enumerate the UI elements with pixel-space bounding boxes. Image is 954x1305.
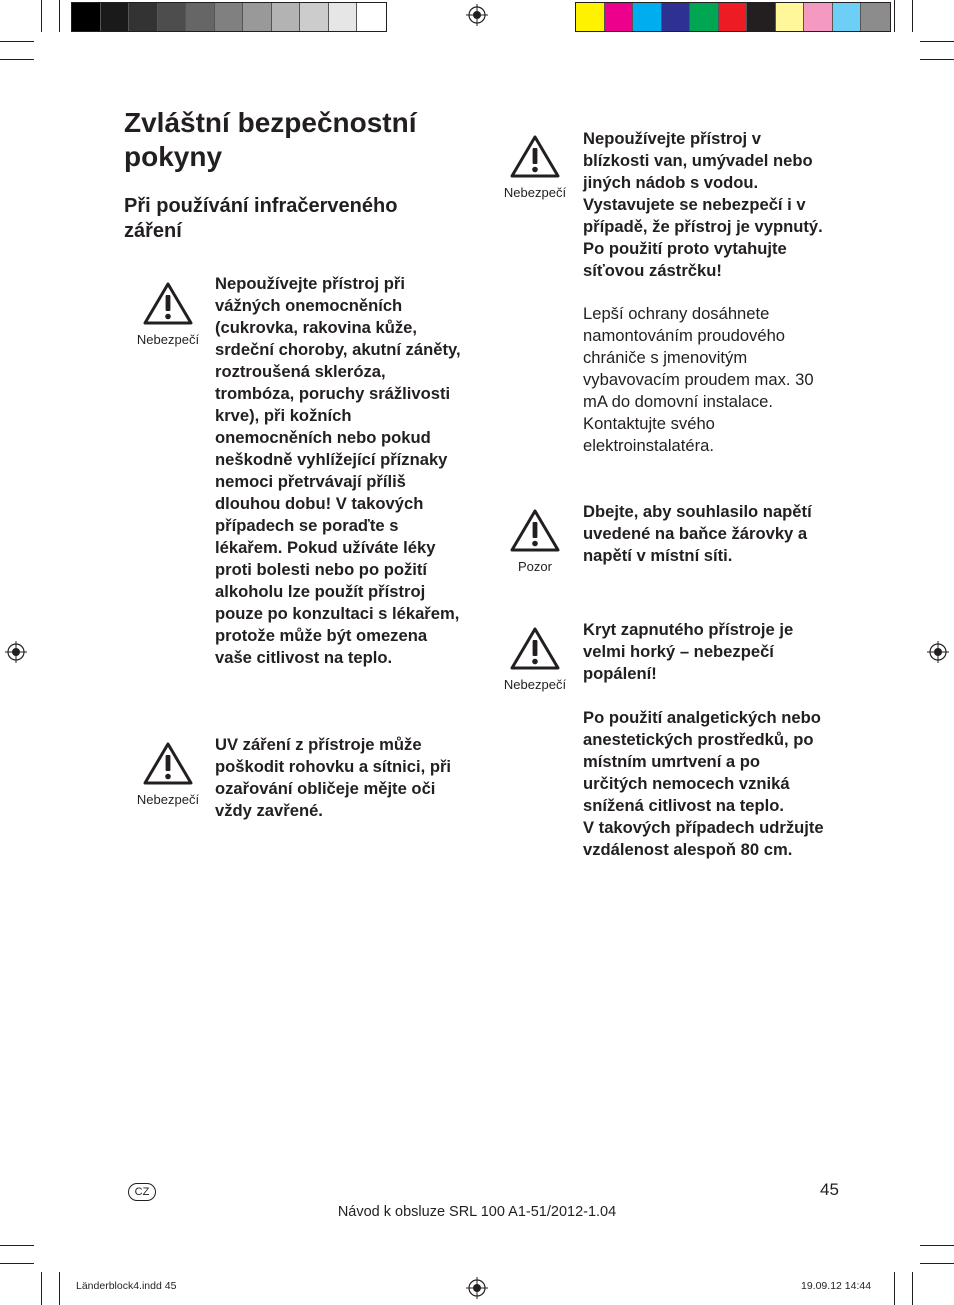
language-badge: CZ <box>128 1183 156 1201</box>
color-swatch <box>690 3 719 31</box>
color-swatch <box>158 3 187 31</box>
warning-label: Pozor <box>518 559 552 574</box>
crop-mark <box>920 1263 954 1264</box>
crop-mark <box>894 1272 895 1305</box>
color-swatch <box>776 3 805 31</box>
gray-color-bar <box>71 2 387 32</box>
spacer <box>583 685 828 707</box>
color-swatch <box>662 3 691 31</box>
warning-text <box>583 619 828 861</box>
warning-label: Nebezpečí <box>136 332 200 347</box>
color-swatch <box>747 3 776 31</box>
warning-block <box>495 507 575 574</box>
crop-mark <box>41 0 42 32</box>
crop-mark <box>920 59 954 60</box>
crop-mark <box>912 1272 913 1305</box>
slug-date-info: 19.09.12 14:44 <box>801 1280 872 1292</box>
crop-mark <box>0 1263 34 1264</box>
warning-label: Nebezpečí <box>503 185 567 200</box>
info-note: Lepší ochrany dosáhnete namontováním proudového chrániče s jmenovitým vybavovacím proudem max. 30 mA do domovní instalace. Kontaktujte svého elektroinstalatéra. <box>583 304 814 455</box>
page-number: 45 <box>820 1180 839 1199</box>
crop-mark <box>41 1272 42 1305</box>
crop-mark <box>912 0 913 32</box>
color-swatch <box>272 3 301 31</box>
warning-triangle-icon <box>509 133 561 179</box>
document-reference: Návod k obsluze SRL 100 A1-51/2012-1.04 <box>337 1204 617 1220</box>
warning-block <box>495 133 575 200</box>
warning-text: Nepoužívejte přístroj v blízkosti van, umývadel nebo jiných nádob s vodou. Vystavujete se nebezpečí i v případě, že přístroj je vypnutý. Po použití proto vytahujte síťovou zástrčku! <box>583 129 823 280</box>
color-swatch <box>300 3 329 31</box>
crop-mark <box>0 59 34 60</box>
registration-mark-icon <box>927 641 949 663</box>
color-swatch <box>243 3 272 31</box>
crop-mark <box>0 1245 34 1246</box>
color-swatch <box>861 3 890 31</box>
registration-mark-icon <box>5 641 27 663</box>
warning-block <box>128 280 208 347</box>
color-swatch <box>101 3 130 31</box>
color-swatch <box>605 3 634 31</box>
color-swatch <box>329 3 358 31</box>
color-swatch <box>186 3 215 31</box>
crop-mark <box>0 41 34 42</box>
color-swatch <box>833 3 862 31</box>
warning-triangle-icon <box>142 740 194 786</box>
warning-text-part: V takových případech udržujte vzdálenost alespoň 80 cm. <box>583 818 824 859</box>
color-swatch <box>719 3 748 31</box>
warning-label: Nebezpečí <box>503 677 567 692</box>
warning-text: Dbejte, aby souhlasilo napětí uvedené na baňce žárovky a napětí v místní síti. <box>583 502 812 565</box>
warning-text: Nepoužívejte přístroj při vážných onemocněních (cukrovka, rakovina kůže, srdeční choroby, akutní záněty, roztroušená skleróza, trombóza, poruchy srážlivosti krve), při kožních onemocněních nebo pokud neškodně vyhlížející příznaky nemoci přetrvávají příliš dlouhou dobu! V takových případech se poraďte s lékařem. Pokud užíváte léky proti bolesti nebo po požití alkoholu lze použít přístroj pouze po konzultaci s lékařem, protože může být omezena vaše citlivost na teplo. <box>215 274 461 667</box>
color-swatch <box>72 3 101 31</box>
warning-text: UV záření z přístroje může poškodit rohovku a sítnici, při ozařování obličeje mějte oči vždy zavřené. <box>215 735 452 820</box>
crop-mark <box>59 1272 60 1305</box>
color-swatch <box>633 3 662 31</box>
color-swatch <box>804 3 833 31</box>
crop-mark <box>59 0 60 32</box>
color-swatch <box>357 3 386 31</box>
section-subtitle: Při používání infračerveného záření <box>124 195 398 242</box>
warning-triangle-icon <box>142 280 194 326</box>
crop-mark <box>920 41 954 42</box>
crop-mark <box>894 0 895 32</box>
color-swatch <box>129 3 158 31</box>
crop-mark <box>920 1245 954 1246</box>
warning-triangle-icon <box>509 625 561 671</box>
color-swatch <box>215 3 244 31</box>
warning-triangle-icon <box>509 507 561 553</box>
page-title: Zvláštní bezpečnostní pokyny <box>124 107 417 172</box>
registration-mark-icon <box>466 1277 488 1299</box>
warning-block <box>128 740 208 807</box>
warning-block <box>495 625 575 692</box>
warning-text-part: Po použití analgetických nebo anestetických prostředků, po místním umrtvení a po určitých nemocech vzniká snížená citlivost na teplo. <box>583 708 821 815</box>
slug-file-info: Länderblock4.indd 45 <box>76 1280 177 1292</box>
warning-text-part: Kryt zapnutého přístroje je velmi horký – nebezpečí popálení! <box>583 620 794 683</box>
registration-mark-icon <box>466 4 488 26</box>
warning-label: Nebezpečí <box>136 792 200 807</box>
color-swatch <box>576 3 605 31</box>
process-color-bar <box>575 2 891 32</box>
